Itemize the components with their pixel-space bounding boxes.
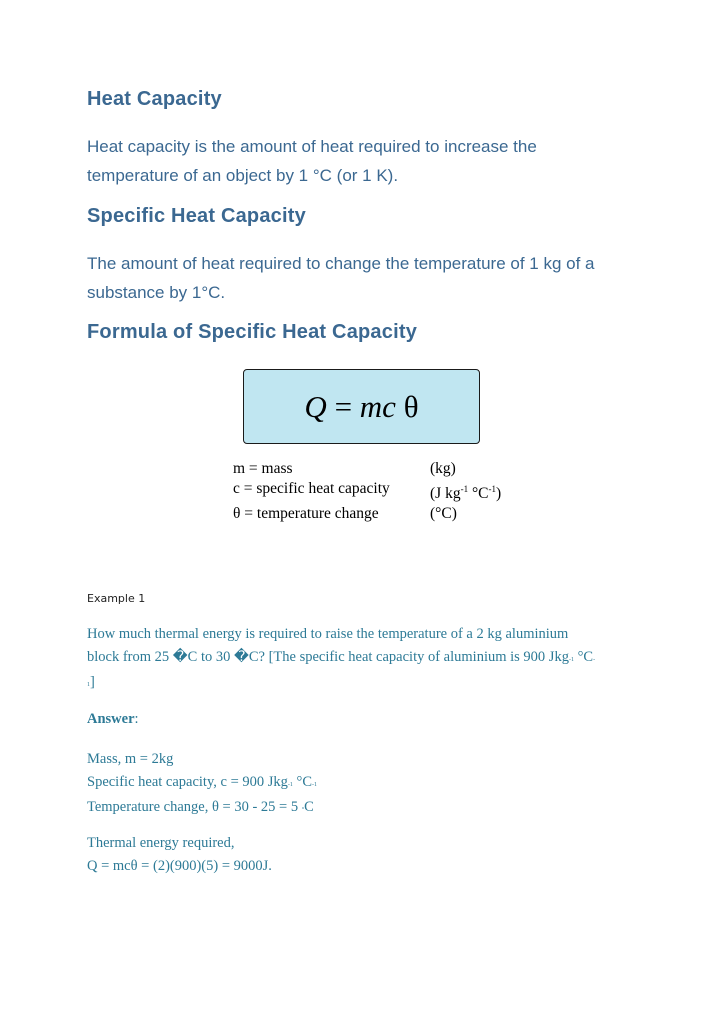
legend-row-shc — [233, 479, 523, 504]
legend-unit-part: ) — [496, 485, 502, 502]
result-line: Q = mcθ = (2)(900)(5) = 9000J. — [87, 857, 272, 874]
example-question — [87, 623, 632, 697]
given-values — [87, 748, 632, 822]
question-sup: -1 — [568, 656, 574, 663]
question-text: block from 25 �C to 30 �C? [The specific heat capacity of aluminium is 900 Jkg — [87, 648, 569, 665]
question-line — [87, 671, 632, 697]
legend-unit-part: (J kg — [430, 485, 461, 502]
question-sup: - — [593, 656, 596, 663]
result-line: Thermal energy required, — [87, 835, 235, 851]
given-text: C — [304, 799, 314, 815]
formula-equals: = — [326, 388, 360, 424]
given-text: °C — [292, 773, 313, 790]
heading-heat-capacity: Heat Capacity — [87, 88, 222, 110]
formula-mc: mc — [359, 388, 396, 424]
formula-theta: θ — [395, 388, 419, 424]
question-text: °C — [573, 648, 594, 665]
legend-unit — [430, 479, 501, 504]
question-sup: 1 — [87, 682, 90, 688]
given-mass: Mass, m = 2kg — [87, 751, 174, 767]
given-sup: -1 — [312, 781, 318, 788]
given-shc — [87, 771, 632, 797]
paragraph-line: substance by 1°C. — [87, 283, 226, 302]
given-sup: -1 — [287, 781, 293, 788]
given-text: Specific heat capacity, c = 900 Jkg — [87, 773, 288, 790]
legend-row-temp — [233, 504, 523, 524]
paragraph-line: temperature of an object by 1 °C (or 1 K). — [87, 166, 399, 185]
given-temp — [87, 796, 632, 822]
paragraph-heat-capacity — [87, 132, 647, 190]
legend-unit-sup: -1 — [488, 484, 496, 494]
formula-box — [243, 369, 480, 444]
paragraph-line: Heat capacity is the amount of heat required to increase the — [87, 137, 537, 156]
legend-desc: c = specific heat capacity — [233, 480, 390, 497]
legend-row-mass — [233, 459, 523, 479]
question-text: ] — [90, 674, 95, 690]
question-line: How much thermal energy is required to raise the temperature of a 2 kg aluminium — [87, 626, 569, 642]
question-line — [87, 646, 632, 672]
answer-colon: : — [134, 711, 139, 727]
legend-unit-part: °C — [468, 485, 489, 502]
heading-formula: Formula of Specific Heat Capacity — [87, 321, 418, 343]
legend-unit: (°C) — [430, 505, 457, 522]
paragraph-specific-heat-capacity — [87, 249, 647, 307]
legend-desc: θ = temperature change — [233, 505, 379, 522]
legend-desc: m = mass — [233, 460, 293, 477]
answer-label: Answer — [87, 711, 135, 727]
heading-specific-heat-capacity: Specific Heat Capacity — [87, 205, 306, 227]
answer-heading — [87, 708, 632, 731]
given-text: Temperature change, θ = 30 - 25 = 5 — [87, 799, 302, 815]
legend-unit: (kg) — [430, 460, 456, 477]
paragraph-line: The amount of heat required to change the temperature of 1 kg of a — [87, 254, 595, 273]
result-block — [87, 832, 632, 877]
given-sup: ° — [301, 807, 305, 813]
example-label: Example 1 — [87, 592, 146, 605]
formula-q: Q — [304, 388, 327, 424]
legend-unit-sup: -1 — [460, 484, 469, 494]
formula-legend — [233, 459, 523, 524]
